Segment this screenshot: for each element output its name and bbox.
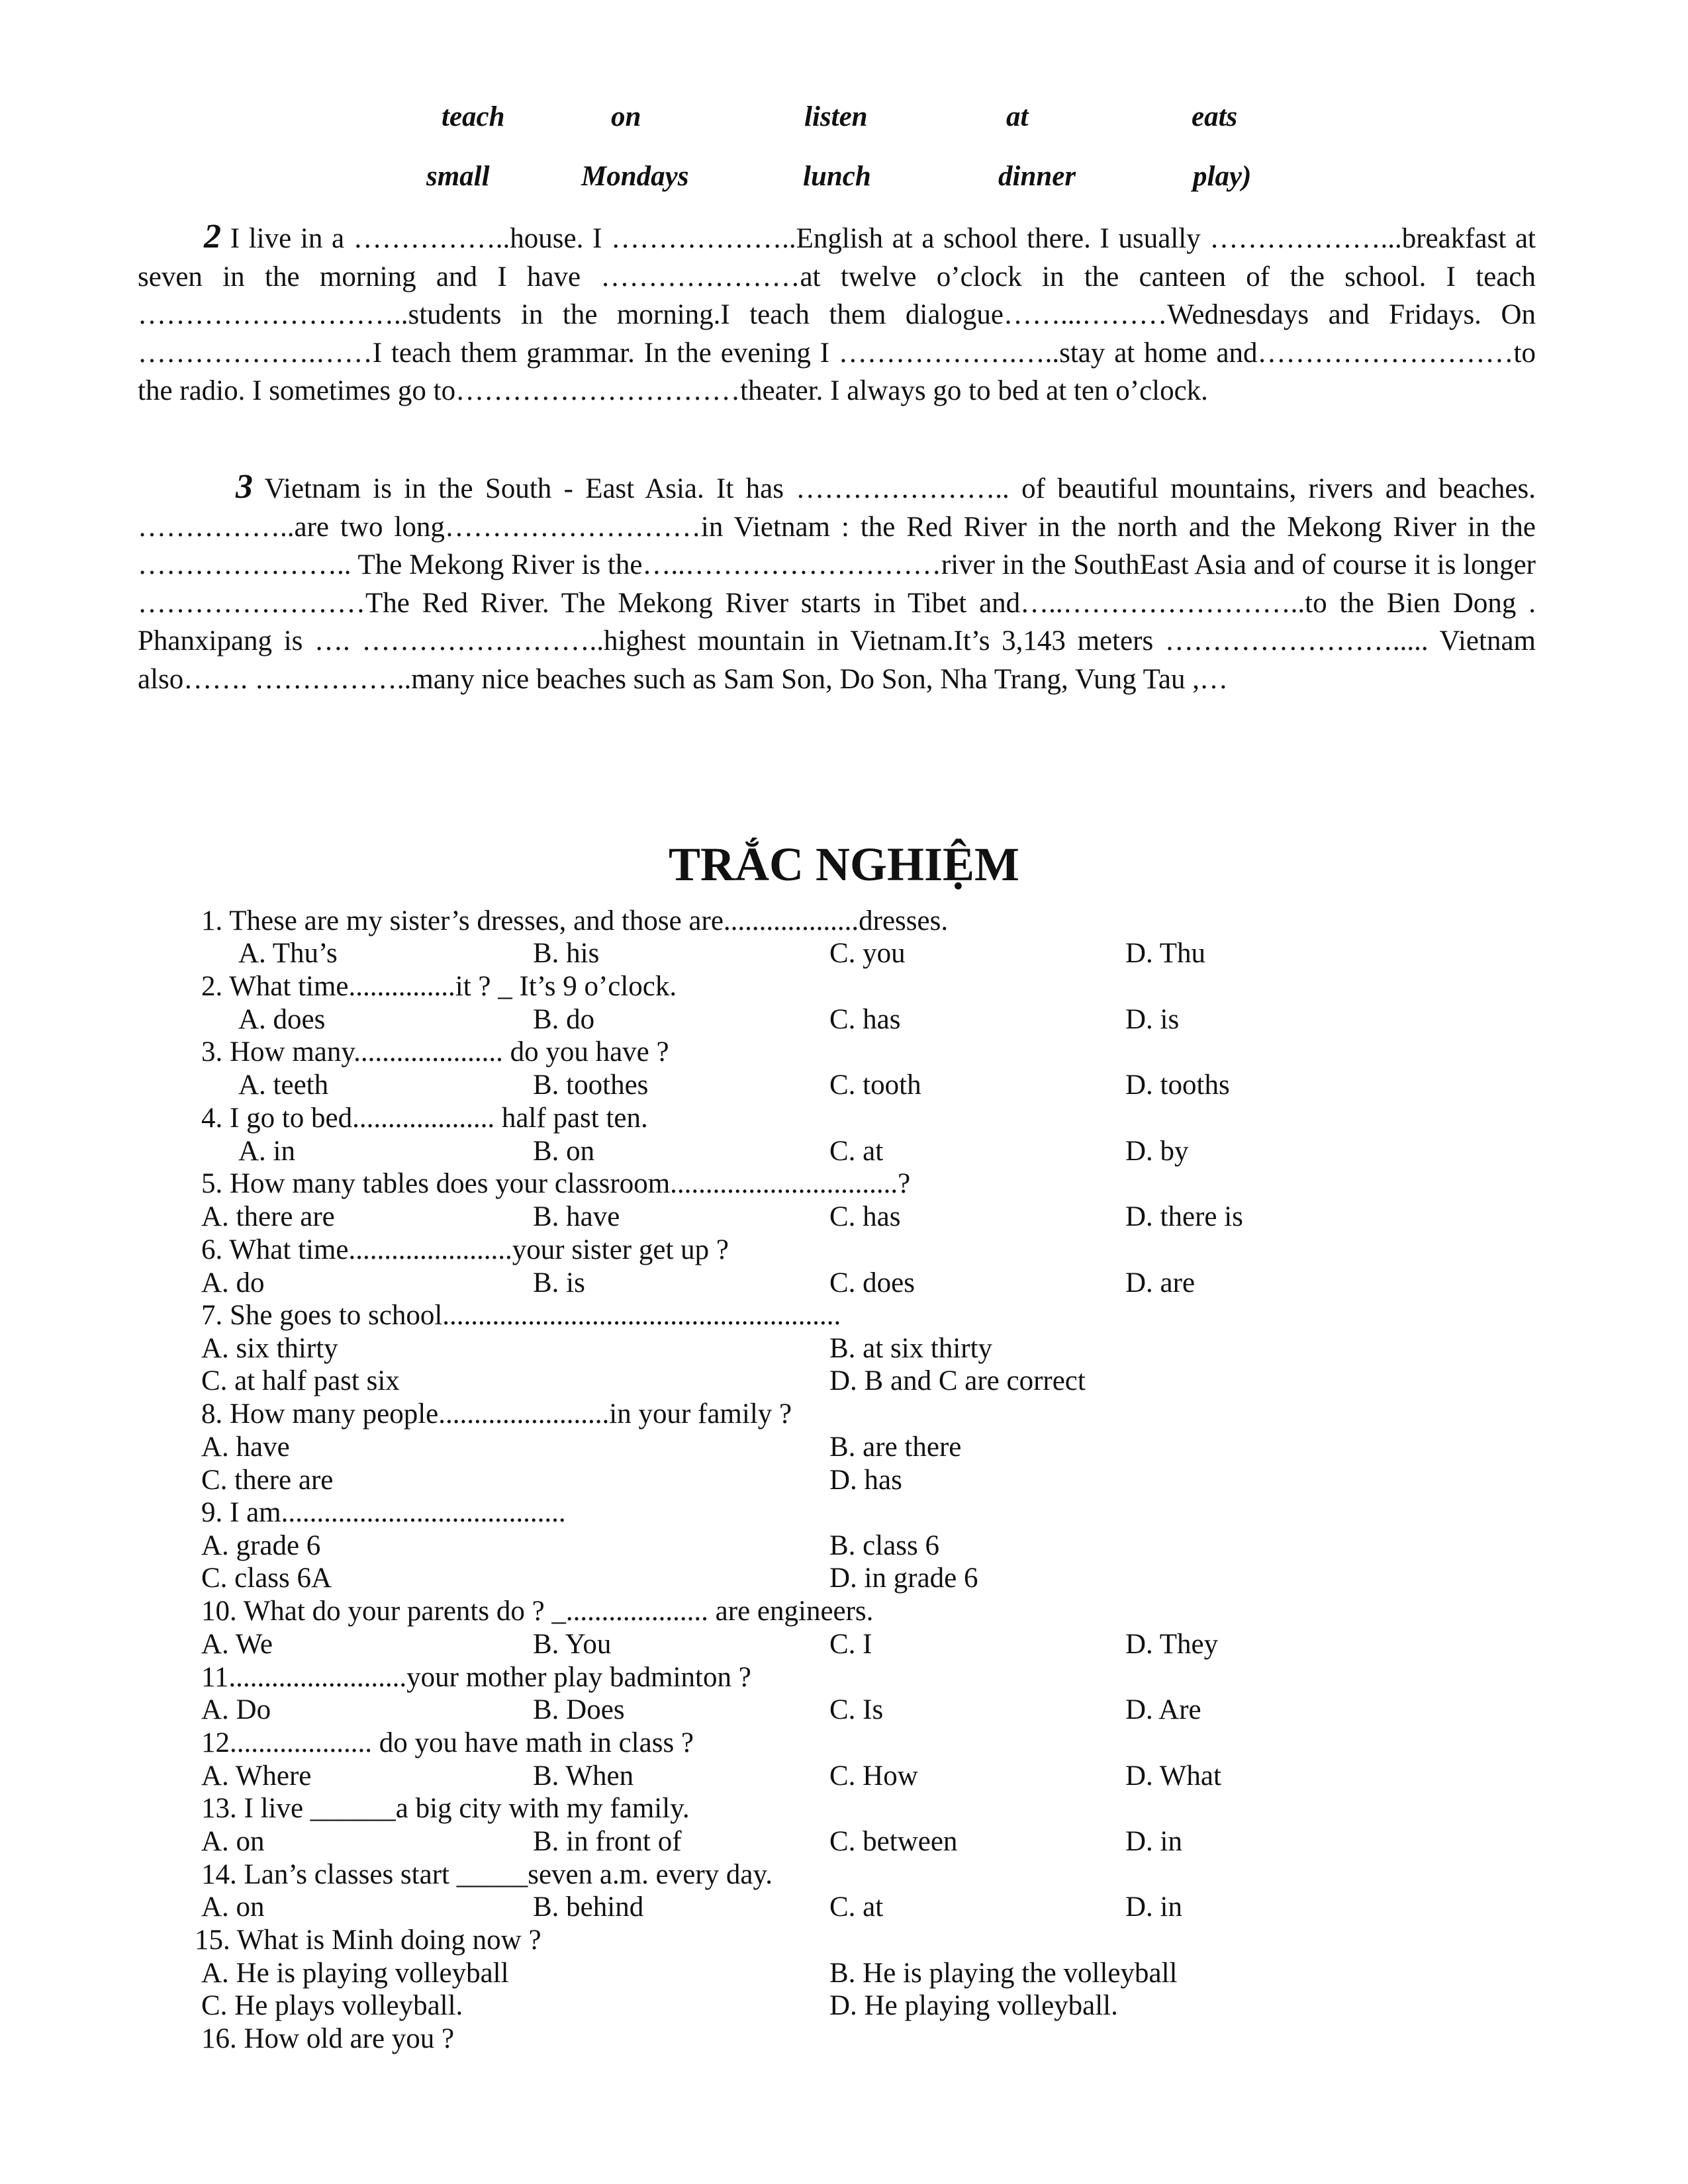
question-8: 8. How many people........................in your family ?: [201, 1398, 792, 1430]
option-10c: C. I: [829, 1629, 872, 1660]
option-10b: B. You: [533, 1629, 612, 1660]
option-1d: D. Thu: [1125, 938, 1206, 969]
option-15c: C. He plays volleyball.: [201, 1990, 463, 2021]
passage-number: 2: [204, 218, 221, 255]
word-bank-word: at: [1006, 101, 1029, 132]
word-bank-word: eats: [1192, 101, 1238, 132]
question-2: 2. What time...............it ? _ It’s 9 o’clock.: [201, 971, 677, 1002]
option-12c: C. How: [829, 1760, 918, 1792]
option-13a: A. on: [201, 1826, 265, 1857]
option-8d: D. has: [829, 1465, 902, 1496]
option-6d: D. are: [1125, 1267, 1196, 1298]
passage-3: [138, 468, 1536, 698]
option-7c: C. at half past six: [201, 1365, 400, 1396]
option-11d: D. Are: [1125, 1694, 1201, 1725]
question-4: 4. I go to bed.................... half past ten.: [201, 1103, 648, 1134]
question-6: 6. What time.......................your sister get up ?: [201, 1234, 729, 1265]
question-9: 9. I am........................................: [201, 1497, 566, 1528]
option-12d: D. What: [1125, 1760, 1221, 1792]
question-16: 16. How old are you ?: [201, 2023, 455, 2054]
option-3a: A. teeth: [238, 1069, 329, 1101]
option-11b: B. Does: [533, 1694, 625, 1725]
option-1b: B. his: [533, 938, 600, 969]
option-10d: D. They: [1125, 1629, 1219, 1660]
question-13: 13. I live ______a big city with my family.: [201, 1793, 690, 1824]
question-1: 1. These are my sister’s dresses, and those are...................dresses.: [201, 905, 949, 936]
option-12b: B. When: [533, 1760, 634, 1792]
option-1c: C. you: [829, 938, 906, 969]
option-2c: C. has: [829, 1004, 901, 1035]
option-10a: A. We: [201, 1629, 273, 1660]
word-bank-word: play): [1193, 161, 1252, 192]
word-bank-word: lunch: [803, 161, 871, 192]
option-13b: B. in front of: [533, 1826, 682, 1857]
option-13c: C. between: [829, 1826, 958, 1857]
word-bank-word: teach: [442, 101, 505, 132]
option-4d: D. by: [1125, 1136, 1189, 1167]
question-15: 15. What is Minh doing now ?: [195, 1925, 541, 1956]
option-15d: D. He playing volleyball.: [829, 1990, 1118, 2021]
option-6c: C. does: [829, 1267, 915, 1298]
option-14d: D. in: [1125, 1891, 1182, 1923]
question-14: 14. Lan’s classes start _____seven a.m. every day.: [201, 1859, 773, 1890]
section-title: TRẮC NGHIỆM: [668, 838, 1019, 891]
word-bank-word: small: [426, 161, 490, 192]
word-bank-row-1: [424, 101, 1284, 140]
option-2b: B. do: [533, 1004, 595, 1035]
question-5: 5. How many tables does your classroom................................?: [201, 1168, 911, 1199]
question-12: 12.................... do you have math in class ?: [201, 1727, 694, 1758]
option-4b: B. on: [533, 1136, 595, 1167]
question-3: 3. How many..................... do you have ?: [201, 1036, 669, 1068]
option-11c: C. Is: [829, 1694, 884, 1725]
word-bank-row-2: [424, 160, 1284, 200]
option-9d: D. in grade 6: [829, 1563, 978, 1594]
option-3d: D. tooths: [1125, 1069, 1230, 1101]
option-8a: A. have: [201, 1432, 290, 1463]
passage-2: [138, 218, 1536, 410]
option-5b: B. have: [533, 1201, 620, 1232]
word-bank-word: listen: [804, 101, 868, 132]
option-5d: D. there is: [1125, 1201, 1243, 1232]
question-11: 11.........................your mother play badminton ?: [201, 1662, 751, 1693]
option-4a: A. in: [238, 1136, 295, 1167]
option-8c: C. there are: [201, 1465, 334, 1496]
option-6a: A. do: [201, 1267, 265, 1298]
option-9b: B. class 6: [829, 1530, 940, 1561]
option-4c: C. at: [829, 1136, 884, 1167]
word-bank-word: Mondays: [581, 161, 689, 192]
option-1a: A. Thu’s: [238, 938, 338, 969]
option-7d: D. B and C are correct: [829, 1365, 1086, 1396]
option-11a: A. Do: [201, 1694, 271, 1725]
option-12a: A. Where: [201, 1760, 312, 1792]
option-14b: B. behind: [533, 1891, 644, 1923]
word-bank-word: dinner: [998, 161, 1076, 192]
option-14a: A. on: [201, 1891, 265, 1923]
option-3c: C. tooth: [829, 1069, 921, 1101]
option-15a: A. He is playing volleyball: [201, 1958, 509, 1989]
question-10: 10. What do your parents do ? _.................... are engineers.: [201, 1596, 874, 1627]
option-2d: D. is: [1125, 1004, 1180, 1035]
option-9a: A. grade 6: [201, 1530, 321, 1561]
question-7: 7. She goes to school........................................................: [201, 1300, 841, 1331]
option-5a: A. there are: [201, 1201, 335, 1232]
option-6b: B. is: [533, 1267, 585, 1298]
passage-text: Vietnam is in the South - East Asia. It has ………………….. of beautiful mountains, rivers and beaches. ……………..are two long………………………in Vietnam : the Red River in the north and the Mekong River in the ………………….. The Mekong River is the…..………………………river in the SouthEast Asia and of course it is longer ……………………The Red River. The Mekong River starts in Tibet and…..……………………..to the Bien Dong . Phanxipang is …. ……………………..highest mountain in Vietnam.It’s 3,143 meters ……………………..... Vietnam also……. ……………..many nice beaches such as Sam Son, Do Son, Nha Trang, Vung Tau ,…: [138, 473, 1536, 695]
word-bank-word: on: [611, 101, 641, 132]
option-13d: D. in: [1125, 1826, 1182, 1857]
passage-text: I live in a ……………..house. I ………………..English at a school there. I usually ………………...breakfast at seven in the morning and I have …………………at twelve o’clock in the canteen of the school. I teach ………………………..students in the morning.I teach them dialogue……...………Wednesdays and Fridays. On ……………….……I teach them grammar. In the evening I ……………….…..stay at home and………………………to the radio. I sometimes go to…………………………theater. I always go to bed at ten o’clock.: [138, 223, 1536, 406]
option-5c: C. has: [829, 1201, 901, 1232]
option-8b: B. are there: [829, 1432, 962, 1463]
option-9c: C. class 6A: [201, 1563, 332, 1594]
option-15b: B. He is playing the volleyball: [829, 1958, 1178, 1989]
option-2a: A. does: [238, 1004, 326, 1035]
option-14c: C. at: [829, 1891, 884, 1923]
option-3b: B. toothes: [533, 1069, 649, 1101]
option-7a: A. six thirty: [201, 1333, 338, 1364]
option-7b: B. at six thirty: [829, 1333, 993, 1364]
passage-number: 3: [236, 468, 253, 506]
